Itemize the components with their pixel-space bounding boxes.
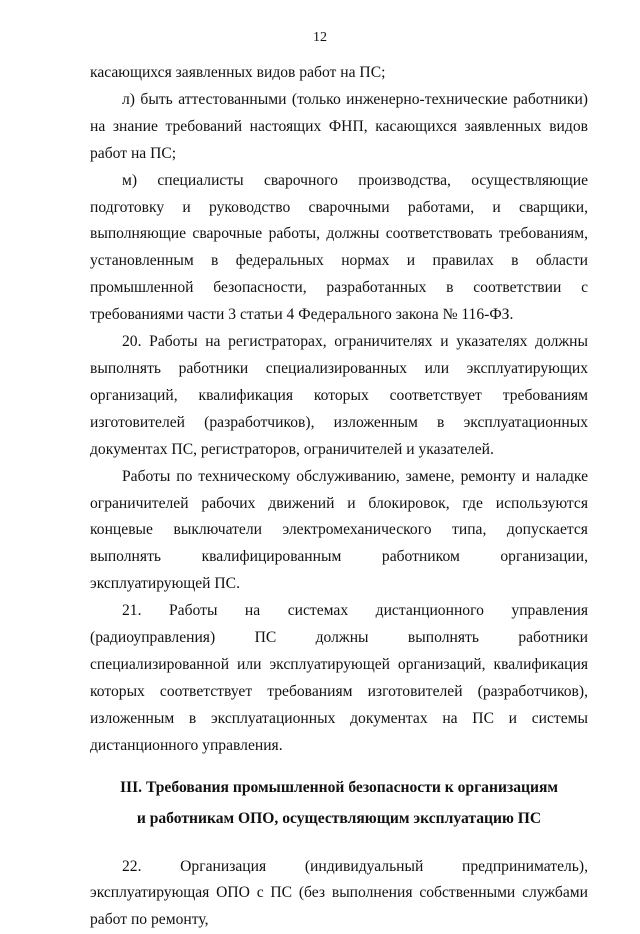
paragraph-continuation: касающихся заявленных видов работ на ПС; xyxy=(90,64,386,81)
paragraph-clause-22: 22. Организация (индивидуальный предприниматель), эксплуатирующая ОПО с ПС (без выполнения собственными службами работ по ремонту, xyxy=(90,857,588,929)
page-number: 12 xyxy=(313,30,327,45)
paragraph-clause-21: 21. Работы на системах дистанционного управления (радиоуправления) ПС должны выполнять работники специализированной или эксплуатирующей организаций, квалификация которых соответствует требованиям изготовителей (разработчиков), изложенным в эксплуатационных документах на ПС и системы дистанционного управления. xyxy=(90,602,588,754)
section-heading xyxy=(90,772,588,834)
paragraph-item-l: л) быть аттестованными (только инженерно-технические работники) на знание требований настоящих ФНП, касающихся заявленных видов работ на ПС; xyxy=(90,90,588,162)
section-heading-line-1: III. Требования промышленной безопасности к организациям xyxy=(119,778,559,796)
paragraph-clause-20: 20. Работы на регистраторах, ограничителях и указателях должны выполнять работники специализированных или эксплуатирующих организаций, квалификация которых соответствует требованиям изготовителей (разработчиков), изложенным в эксплуатационных документах ПС, регистраторов, ограничителей и указателей. xyxy=(90,333,588,458)
paragraph-item-m: м) специалисты сварочного производства, осуществляющие подготовку и руководство сварочными работами, и сварщики, выполняющие сварочные работы, должны соответствовать требованиям, установленным в федеральных нормах и правилах в области промышленной безопасности, разработанных в соответствии с требованиями части 3 статьи 4 Федерального закона № 116-ФЗ. xyxy=(90,171,588,324)
section-heading-line-2: и работникам ОПО, осуществляющим эксплуатацию ПС xyxy=(136,809,542,827)
paragraph-clause-20-continued: Работы по техническому обслуживанию, замене, ремонту и наладке ограничителей рабочих движений и блокировок, где используются концевые выключатели электромеханического типа, допускается выполнять квалифицированным работником организации, эксплуатирующей ПС. xyxy=(90,467,588,593)
page-body xyxy=(90,60,588,934)
